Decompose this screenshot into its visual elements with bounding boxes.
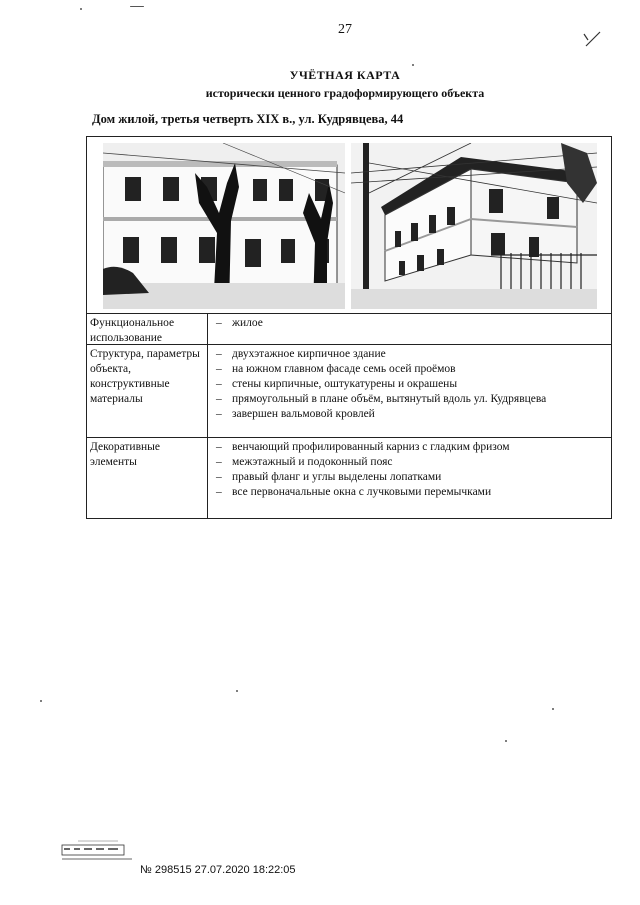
list-item-text: завершен вальмовой кровлей <box>232 408 375 420</box>
dash-bullet: – <box>216 471 222 483</box>
dash-bullet: – <box>216 456 222 468</box>
object-name: Дом жилой, третья четверть XIX в., ул. Кудрявцева, 44 <box>92 112 404 126</box>
list-item <box>216 362 611 377</box>
registration-card-table <box>86 136 612 519</box>
row-values <box>208 438 611 518</box>
list-item <box>216 470 611 485</box>
title-block <box>0 68 640 101</box>
dash-bullet: – <box>216 348 222 360</box>
dash-bullet: – <box>216 408 222 420</box>
row-label: Декоративные элементы <box>87 438 208 518</box>
row-values <box>208 314 611 344</box>
list-item-text: правый фланг и углы выделены лопатками <box>232 471 442 483</box>
photo-row <box>87 137 611 314</box>
dash-bullet: – <box>216 363 222 375</box>
scan-speck <box>552 708 554 710</box>
page-number: 27 <box>338 22 352 37</box>
card-subtitle: исторически ценного градоформирующего объекта <box>205 86 485 100</box>
scan-speck <box>40 700 42 702</box>
list-item-text: на южном главном фасаде семь осей проёмов <box>232 363 456 375</box>
handwritten-mark-icon <box>580 30 604 52</box>
card-title: УЧЁТНАЯ КАРТА <box>289 68 401 82</box>
list-item-text: двухэтажное кирпичное здание <box>232 348 386 360</box>
list-item <box>216 440 611 455</box>
list-item <box>216 347 611 362</box>
scan-speck <box>236 690 238 692</box>
list-item <box>216 392 611 407</box>
dash-bullet: – <box>216 378 222 390</box>
list-item <box>216 407 611 422</box>
list-item-text: жилое <box>232 317 263 329</box>
scan-speck <box>412 64 414 66</box>
list-item <box>216 455 611 470</box>
row-label: Функциональное использование <box>87 314 208 344</box>
scan-speck <box>130 6 144 7</box>
row-decorative-elements <box>87 438 611 518</box>
scan-speck <box>80 8 82 10</box>
building-photo-left <box>103 143 345 309</box>
list-item-text: стены кирпичные, оштукатурены и окрашены <box>232 378 458 390</box>
list-item <box>216 316 611 331</box>
list-item-text: все первоначальные окна с лучковыми перемычками <box>232 486 492 498</box>
dash-bullet: – <box>216 393 222 405</box>
dash-bullet: – <box>216 441 222 453</box>
dash-bullet: – <box>216 486 222 498</box>
row-structure <box>87 345 611 438</box>
list-item-text: прямоугольный в плане объём, вытянутый вдоль ул. Кудрявцева <box>232 393 547 405</box>
list-item <box>216 377 611 392</box>
list-item-text: венчающий профилированный карниз с гладким фризом <box>232 441 510 453</box>
building-photo-right <box>351 143 597 309</box>
document-registration: № 298515 27.07.2020 18:22:05 <box>140 864 296 876</box>
scan-speck <box>505 740 507 742</box>
list-item-text: межэтажный и подоконный пояс <box>232 456 393 468</box>
list-item <box>216 485 611 500</box>
row-functional-use <box>87 314 611 345</box>
dash-bullet: – <box>216 317 222 329</box>
row-values <box>208 345 611 437</box>
registration-stamp-icon <box>58 835 138 865</box>
row-label: Структура, параметры объекта, конструктивные материалы <box>87 345 208 437</box>
